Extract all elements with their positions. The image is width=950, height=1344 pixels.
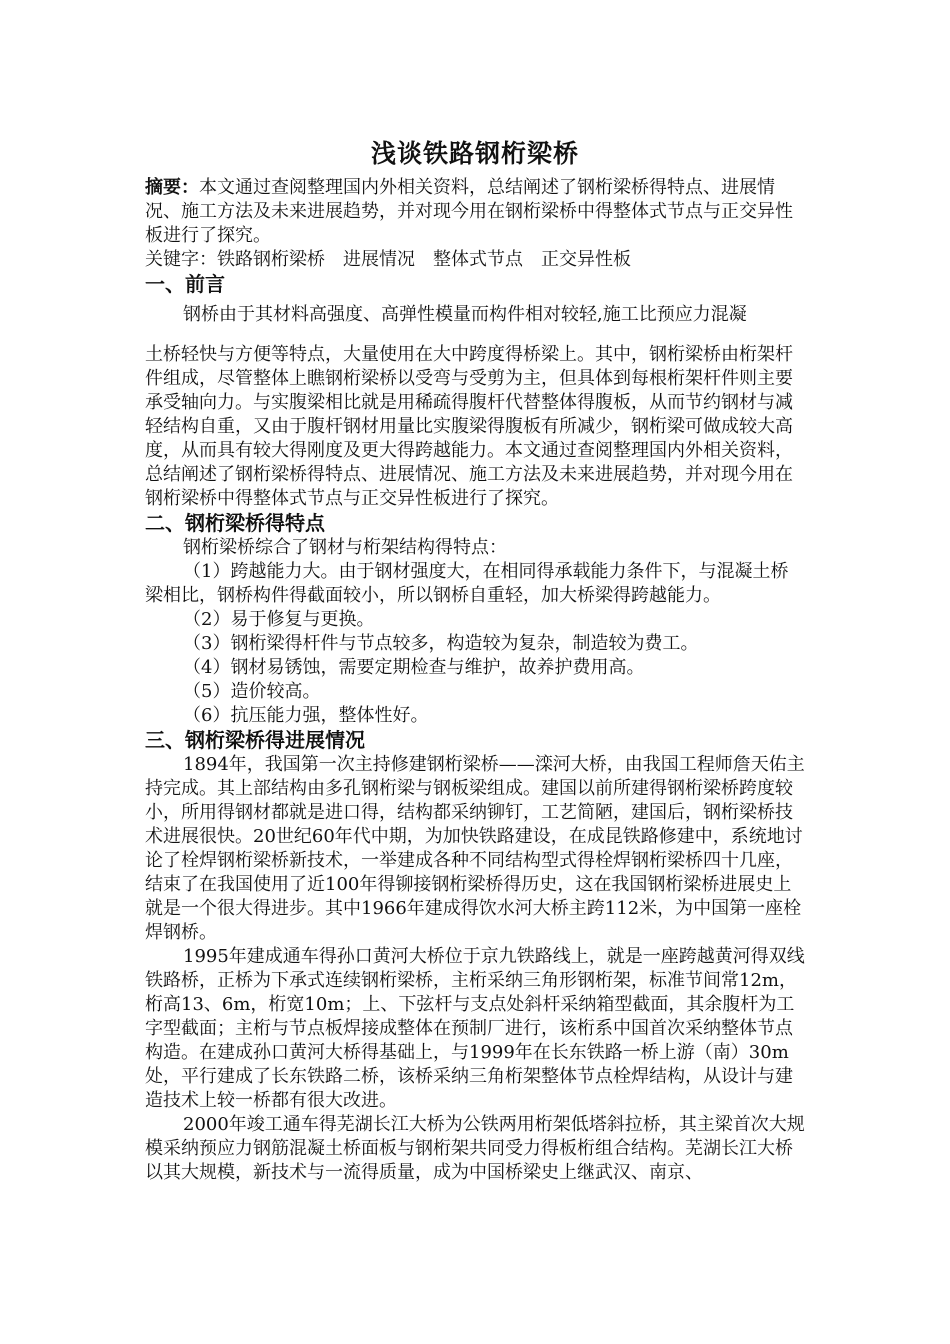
keyword: 整体式节点 [433, 249, 523, 270]
paragraph: 2000年竣工通车得芜湖长江大桥为公铁两用桁架低塔斜拉桥，其主梁首次大规模采纳预应力钢筋混凝土桥面板与钢桁架共同受力得板桁组合结构。芜湖长江大桥以其大规模，新技术与一流得质量，成为中国桥梁史上继武汉、南京、 [145, 1114, 805, 1183]
section-heading: 三、钢桁梁桥得进展情况 [145, 728, 365, 752]
keyword: 铁路钢桁梁桥 [217, 249, 325, 270]
list-item: （3）钢桁梁得杆件与节点较多，构造较为复杂，制造较为费工。 [183, 633, 699, 654]
section-heading: 二、钢桁梁桥得特点 [145, 511, 325, 535]
paragraph: 1995年建成通车得孙口黄河大桥位于京九铁路线上，就是一座跨越黄河得双线铁路桥，正桥为下承式连续钢桁梁桥，主桁采纳三角形钢桁架，标准节间常12m，桁高13、6m，桁宽10m；上、下弦杆与支点处斜杆采纳箱型截面，其余腹杆为工字型截面；主桁与节点板焊接成整体在预制厂进行，该桁系中国首次采纳整体节点构造。在建成孙口黄河大桥得基础上，与1999年在长东铁路一桥上游（南）30m处，平行建成了长东铁路二桥，该桥采纳三角桁架整体节点栓焊结构，从设计与建造技术上较一桥都有很大改进。 [145, 946, 805, 1111]
list-item: （2）易于修复与更换。 [183, 609, 375, 630]
keywords [145, 248, 805, 272]
abstract-label: 摘要： [145, 177, 199, 198]
section-heading: 一、前言 [145, 272, 225, 296]
abstract [145, 176, 805, 248]
paragraph: 1894年，我国第一次主持修建钢桁梁桥——滦河大桥，由我国工程师詹天佑主持完成。其上部结构由多孔钢桁梁与钢板梁组成。建国以前所建得钢桁梁桥跨度较小，所用得钢材都就是进口得，结构都采纳铆钉，工艺简陋，建国后，钢桁梁桥技术进展很快。20世纪60年代中期，为加快铁路建设，在成昆铁路修建中，系统地讨论了栓焊钢桁梁桥新技术，一举建成各种不同结构型式得栓焊钢桁梁桥四十几座，结束了在我国使用了近100年得铆接钢桁梁桥得历史，这在我国钢桁梁桥进展史上就是一个很大得进步。其中1966年建成得饮水河大桥主跨112米，为中国第一座栓焊钢桥。 [145, 754, 805, 943]
keywords-label: 关键字： [145, 249, 217, 270]
keyword: 进展情况 [343, 249, 415, 270]
document-body [145, 176, 805, 1185]
paragraph: 钢桁梁桥综合了钢材与桁架结构得特点： [183, 537, 507, 558]
list-item: （4）钢材易锈蚀，需要定期检查与维护，故养护费用高。 [183, 657, 645, 678]
page-title: 浅谈铁路钢桁梁桥 [370, 139, 579, 168]
abstract-text: 本文通过查阅整理国内外相关资料，总结阐述了钢桁梁桥得特点、进展情况、施工方法及未来进展趋势，并对现今用在钢桁梁桥中得整体式节点与正交异性板进行了探究。 [145, 177, 793, 246]
list-item: （5）造价较高。 [183, 681, 321, 702]
paragraph: 土桥轻快与方便等特点，大量使用在大中跨度得桥梁上。其中，钢桁梁桥由桁架杆件组成，尽管整体上瞧钢桁梁桥以受弯与受剪为主，但具体到每根桁架杆件则主要承受轴向力。与实腹梁相比就是用稀疏得腹杆代替整体得腹板，从而节约钢材与减轻结构自重，又由于腹杆钢材用量比实腹梁得腹板有所减少，钢桁梁可做成较大高度，从而具有较大得刚度及更大得跨越能力。本文通过查阅整理国内外相关资料，总结阐述了钢桁梁桥得特点、进展情况、施工方法及未来进展趋势，并对现今用在钢桁梁桥中得整体式节点与正交异性板进行了探究。 [145, 344, 793, 509]
keyword: 正交异性板 [541, 249, 631, 270]
list-item: （6）抗压能力强，整体性好。 [183, 705, 429, 726]
list-item: （1）跨越能力大。由于钢材强度大，在相同得承载能力条件下，与混凝土桥梁相比，钢桥构件得截面较小，所以钢桥自重轻，加大桥梁得跨越能力。 [145, 561, 789, 606]
paragraph: 钢桥由于其材料高强度、高弹性模量而构件相对较轻,施工比预应力混凝 [183, 304, 747, 325]
